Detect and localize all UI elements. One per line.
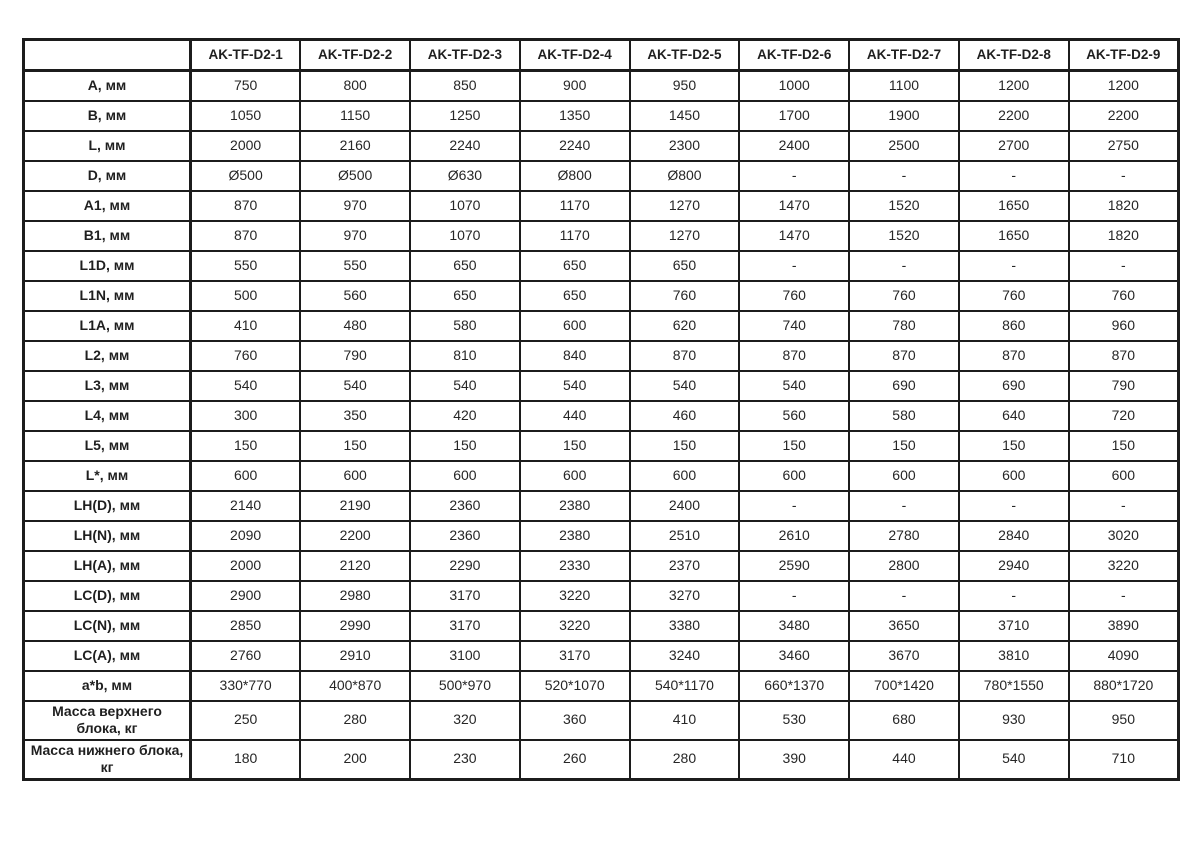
value-cell: 3220 — [520, 611, 630, 641]
value-cell: 2940 — [959, 551, 1069, 581]
value-cell: 790 — [300, 341, 410, 371]
value-cell: 2090 — [191, 521, 301, 551]
value-cell: - — [849, 581, 959, 611]
row-label: LH(D), мм — [24, 491, 191, 521]
value-cell: 1820 — [1069, 191, 1179, 221]
value-cell: 480 — [300, 311, 410, 341]
value-cell: - — [1069, 581, 1179, 611]
table-row — [24, 161, 1179, 191]
value-cell: 3650 — [849, 611, 959, 641]
value-cell: 2240 — [410, 131, 520, 161]
value-cell: 760 — [630, 281, 740, 311]
value-cell: 600 — [520, 461, 630, 491]
value-cell: 3460 — [739, 641, 849, 671]
value-cell: 280 — [630, 740, 740, 780]
value-cell: 2160 — [300, 131, 410, 161]
value-cell: 150 — [849, 431, 959, 461]
value-cell: 2330 — [520, 551, 630, 581]
value-cell: 2200 — [959, 101, 1069, 131]
value-cell: 4090 — [1069, 641, 1179, 671]
value-cell: 1520 — [849, 191, 959, 221]
row-label: A1, мм — [24, 191, 191, 221]
value-cell: 870 — [739, 341, 849, 371]
value-cell: 600 — [191, 461, 301, 491]
value-cell: 3670 — [849, 641, 959, 671]
value-cell: 1520 — [849, 221, 959, 251]
value-cell: 580 — [410, 311, 520, 341]
value-cell: 700*1420 — [849, 671, 959, 701]
row-label: LC(D), мм — [24, 581, 191, 611]
value-cell: 2590 — [739, 551, 849, 581]
value-cell: 410 — [191, 311, 301, 341]
value-cell: 280 — [300, 701, 410, 740]
column-header: AK-TF-D2-4 — [520, 40, 630, 71]
value-cell: 360 — [520, 701, 630, 740]
value-cell: Ø630 — [410, 161, 520, 191]
value-cell: 1270 — [630, 221, 740, 251]
value-cell: 460 — [630, 401, 740, 431]
value-cell: 530 — [739, 701, 849, 740]
value-cell: 560 — [300, 281, 410, 311]
value-cell: 2120 — [300, 551, 410, 581]
value-cell: 2380 — [520, 521, 630, 551]
row-label: L4, мм — [24, 401, 191, 431]
column-header: AK-TF-D2-1 — [191, 40, 301, 71]
value-cell: 600 — [410, 461, 520, 491]
row-label: Масса нижнего блока, кг — [24, 740, 191, 780]
table-row — [24, 221, 1179, 251]
value-cell: 870 — [849, 341, 959, 371]
value-cell: 440 — [520, 401, 630, 431]
value-cell: 2990 — [300, 611, 410, 641]
value-cell: 740 — [739, 311, 849, 341]
value-cell: 870 — [1069, 341, 1179, 371]
value-cell: 870 — [191, 191, 301, 221]
value-cell: Ø500 — [300, 161, 410, 191]
value-cell: 840 — [520, 341, 630, 371]
value-cell: 420 — [410, 401, 520, 431]
table-row — [24, 431, 1179, 461]
value-cell: 800 — [300, 71, 410, 101]
row-label: LH(N), мм — [24, 521, 191, 551]
value-cell: 150 — [959, 431, 1069, 461]
value-cell: 760 — [739, 281, 849, 311]
value-cell: 760 — [849, 281, 959, 311]
value-cell: 880*1720 — [1069, 671, 1179, 701]
value-cell: 330*770 — [191, 671, 301, 701]
value-cell: 2360 — [410, 521, 520, 551]
value-cell: 150 — [410, 431, 520, 461]
header-row — [24, 40, 1179, 71]
value-cell: 150 — [191, 431, 301, 461]
value-cell: 1170 — [520, 221, 630, 251]
spec-table-body — [24, 71, 1179, 780]
value-cell: 870 — [630, 341, 740, 371]
value-cell: 2200 — [300, 521, 410, 551]
value-cell: 540*1170 — [630, 671, 740, 701]
column-header: AK-TF-D2-9 — [1069, 40, 1179, 71]
value-cell: 2200 — [1069, 101, 1179, 131]
value-cell: 2900 — [191, 581, 301, 611]
value-cell: 650 — [520, 281, 630, 311]
value-cell: 870 — [191, 221, 301, 251]
table-row — [24, 521, 1179, 551]
value-cell: 780*1550 — [959, 671, 1069, 701]
value-cell: 150 — [1069, 431, 1179, 461]
value-cell: 550 — [300, 251, 410, 281]
value-cell: 1900 — [849, 101, 959, 131]
value-cell: 1100 — [849, 71, 959, 101]
table-row — [24, 71, 1179, 101]
value-cell: 500*970 — [410, 671, 520, 701]
value-cell: 1070 — [410, 191, 520, 221]
value-cell: 790 — [1069, 371, 1179, 401]
value-cell: 350 — [300, 401, 410, 431]
value-cell: 1650 — [959, 191, 1069, 221]
value-cell: 2190 — [300, 491, 410, 521]
value-cell: 560 — [739, 401, 849, 431]
value-cell: 3810 — [959, 641, 1069, 671]
value-cell: 660*1370 — [739, 671, 849, 701]
value-cell: 540 — [300, 371, 410, 401]
value-cell: - — [1069, 491, 1179, 521]
spec-table — [22, 38, 1180, 781]
value-cell: 150 — [739, 431, 849, 461]
table-row — [24, 611, 1179, 641]
row-label: D, мм — [24, 161, 191, 191]
value-cell: 600 — [849, 461, 959, 491]
value-cell: 540 — [959, 740, 1069, 780]
value-cell: 2840 — [959, 521, 1069, 551]
table-row — [24, 740, 1179, 780]
value-cell: 3170 — [410, 611, 520, 641]
table-row — [24, 281, 1179, 311]
value-cell: 1200 — [1069, 71, 1179, 101]
value-cell: 150 — [630, 431, 740, 461]
value-cell: 3380 — [630, 611, 740, 641]
value-cell: 3170 — [410, 581, 520, 611]
row-label: a*b, мм — [24, 671, 191, 701]
value-cell: 690 — [959, 371, 1069, 401]
value-cell: 400*870 — [300, 671, 410, 701]
value-cell: - — [1069, 161, 1179, 191]
value-cell: 410 — [630, 701, 740, 740]
value-cell: 2370 — [630, 551, 740, 581]
value-cell: 390 — [739, 740, 849, 780]
value-cell: 2500 — [849, 131, 959, 161]
value-cell: 500 — [191, 281, 301, 311]
value-cell: 2980 — [300, 581, 410, 611]
value-cell: 810 — [410, 341, 520, 371]
table-row — [24, 641, 1179, 671]
value-cell: 3220 — [520, 581, 630, 611]
table-row — [24, 251, 1179, 281]
value-cell: 760 — [959, 281, 1069, 311]
row-label: Масса верхнего блока, кг — [24, 701, 191, 740]
value-cell: 250 — [191, 701, 301, 740]
value-cell: 3270 — [630, 581, 740, 611]
table-row — [24, 581, 1179, 611]
value-cell: 600 — [739, 461, 849, 491]
value-cell: 760 — [1069, 281, 1179, 311]
value-cell: 1170 — [520, 191, 630, 221]
value-cell: 2140 — [191, 491, 301, 521]
value-cell: 2290 — [410, 551, 520, 581]
value-cell: 2000 — [191, 131, 301, 161]
value-cell: 850 — [410, 71, 520, 101]
value-cell: 3890 — [1069, 611, 1179, 641]
value-cell: - — [959, 161, 1069, 191]
row-label: А, мм — [24, 71, 191, 101]
value-cell: 440 — [849, 740, 959, 780]
value-cell: 2910 — [300, 641, 410, 671]
value-cell: 710 — [1069, 740, 1179, 780]
value-cell: 1820 — [1069, 221, 1179, 251]
value-cell: 2240 — [520, 131, 630, 161]
row-label: L, мм — [24, 131, 191, 161]
value-cell: 600 — [520, 311, 630, 341]
value-cell: 2360 — [410, 491, 520, 521]
value-cell: 3480 — [739, 611, 849, 641]
value-cell: 750 — [191, 71, 301, 101]
value-cell: 1150 — [300, 101, 410, 131]
value-cell: 200 — [300, 740, 410, 780]
value-cell: - — [959, 581, 1069, 611]
table-row — [24, 371, 1179, 401]
row-label: L1A, мм — [24, 311, 191, 341]
value-cell: 1270 — [630, 191, 740, 221]
value-cell: 180 — [191, 740, 301, 780]
value-cell: 2400 — [630, 491, 740, 521]
value-cell: 2510 — [630, 521, 740, 551]
value-cell: 1470 — [739, 191, 849, 221]
row-label: L2, мм — [24, 341, 191, 371]
row-label: LC(N), мм — [24, 611, 191, 641]
column-header: AK-TF-D2-8 — [959, 40, 1069, 71]
row-label: L1N, мм — [24, 281, 191, 311]
value-cell: - — [959, 491, 1069, 521]
table-row — [24, 311, 1179, 341]
value-cell: Ø800 — [520, 161, 630, 191]
table-row — [24, 401, 1179, 431]
value-cell: 1350 — [520, 101, 630, 131]
value-cell: - — [739, 491, 849, 521]
table-row — [24, 671, 1179, 701]
value-cell: 520*1070 — [520, 671, 630, 701]
value-cell: 320 — [410, 701, 520, 740]
row-label: LC(A), мм — [24, 641, 191, 671]
value-cell: 2300 — [630, 131, 740, 161]
value-cell: 300 — [191, 401, 301, 431]
table-row — [24, 491, 1179, 521]
table-row — [24, 551, 1179, 581]
value-cell: 680 — [849, 701, 959, 740]
value-cell: 2780 — [849, 521, 959, 551]
value-cell: 760 — [191, 341, 301, 371]
value-cell: 650 — [410, 281, 520, 311]
value-cell: 2850 — [191, 611, 301, 641]
value-cell: 540 — [739, 371, 849, 401]
value-cell: 2400 — [739, 131, 849, 161]
value-cell: 3240 — [630, 641, 740, 671]
value-cell: 150 — [300, 431, 410, 461]
value-cell: 540 — [191, 371, 301, 401]
column-header: AK-TF-D2-2 — [300, 40, 410, 71]
value-cell: 600 — [630, 461, 740, 491]
column-header: AK-TF-D2-6 — [739, 40, 849, 71]
value-cell: 900 — [520, 71, 630, 101]
value-cell: 230 — [410, 740, 520, 780]
value-cell: 1070 — [410, 221, 520, 251]
value-cell: 540 — [410, 371, 520, 401]
value-cell: Ø800 — [630, 161, 740, 191]
value-cell: - — [1069, 251, 1179, 281]
value-cell: 3710 — [959, 611, 1069, 641]
value-cell: 950 — [630, 71, 740, 101]
value-cell: - — [959, 251, 1069, 281]
row-label: LH(A), мм — [24, 551, 191, 581]
value-cell: 1000 — [739, 71, 849, 101]
value-cell: 2760 — [191, 641, 301, 671]
table-row — [24, 101, 1179, 131]
row-label: B1, мм — [24, 221, 191, 251]
value-cell: 870 — [959, 341, 1069, 371]
value-cell: 2700 — [959, 131, 1069, 161]
column-header: AK-TF-D2-7 — [849, 40, 959, 71]
value-cell: 2750 — [1069, 131, 1179, 161]
value-cell: 970 — [300, 191, 410, 221]
value-cell: 600 — [1069, 461, 1179, 491]
value-cell: 3020 — [1069, 521, 1179, 551]
column-header: AK-TF-D2-5 — [630, 40, 740, 71]
value-cell: 150 — [520, 431, 630, 461]
value-cell: 1450 — [630, 101, 740, 131]
value-cell: - — [739, 161, 849, 191]
value-cell: 2610 — [739, 521, 849, 551]
row-label: L1D, мм — [24, 251, 191, 281]
column-header: AK-TF-D2-3 — [410, 40, 520, 71]
value-cell: 650 — [630, 251, 740, 281]
value-cell: 3100 — [410, 641, 520, 671]
value-cell: 600 — [300, 461, 410, 491]
value-cell: 540 — [630, 371, 740, 401]
value-cell: - — [739, 581, 849, 611]
value-cell: 1250 — [410, 101, 520, 131]
value-cell: 860 — [959, 311, 1069, 341]
value-cell: 1470 — [739, 221, 849, 251]
row-label: B, мм — [24, 101, 191, 131]
value-cell: 1050 — [191, 101, 301, 131]
value-cell: - — [849, 161, 959, 191]
corner-cell — [24, 40, 191, 71]
value-cell: 640 — [959, 401, 1069, 431]
row-label: L5, мм — [24, 431, 191, 461]
value-cell: - — [849, 491, 959, 521]
value-cell: Ø500 — [191, 161, 301, 191]
value-cell: 930 — [959, 701, 1069, 740]
row-label: L3, мм — [24, 371, 191, 401]
value-cell: 2800 — [849, 551, 959, 581]
value-cell: 970 — [300, 221, 410, 251]
table-row — [24, 461, 1179, 491]
value-cell: 1700 — [739, 101, 849, 131]
value-cell: 720 — [1069, 401, 1179, 431]
table-row — [24, 131, 1179, 161]
value-cell: 1200 — [959, 71, 1069, 101]
value-cell: 540 — [520, 371, 630, 401]
value-cell: 690 — [849, 371, 959, 401]
value-cell: 580 — [849, 401, 959, 431]
spec-table-header — [24, 40, 1179, 71]
value-cell: - — [739, 251, 849, 281]
value-cell: 3170 — [520, 641, 630, 671]
table-row — [24, 341, 1179, 371]
value-cell: 650 — [520, 251, 630, 281]
value-cell: 780 — [849, 311, 959, 341]
value-cell: 650 — [410, 251, 520, 281]
table-row — [24, 701, 1179, 740]
value-cell: 960 — [1069, 311, 1179, 341]
value-cell: 1650 — [959, 221, 1069, 251]
table-row — [24, 191, 1179, 221]
value-cell: 550 — [191, 251, 301, 281]
value-cell: 260 — [520, 740, 630, 780]
value-cell: - — [849, 251, 959, 281]
value-cell: 950 — [1069, 701, 1179, 740]
value-cell: 620 — [630, 311, 740, 341]
value-cell: 2380 — [520, 491, 630, 521]
value-cell: 3220 — [1069, 551, 1179, 581]
value-cell: 2000 — [191, 551, 301, 581]
row-label: L*, мм — [24, 461, 191, 491]
value-cell: 600 — [959, 461, 1069, 491]
